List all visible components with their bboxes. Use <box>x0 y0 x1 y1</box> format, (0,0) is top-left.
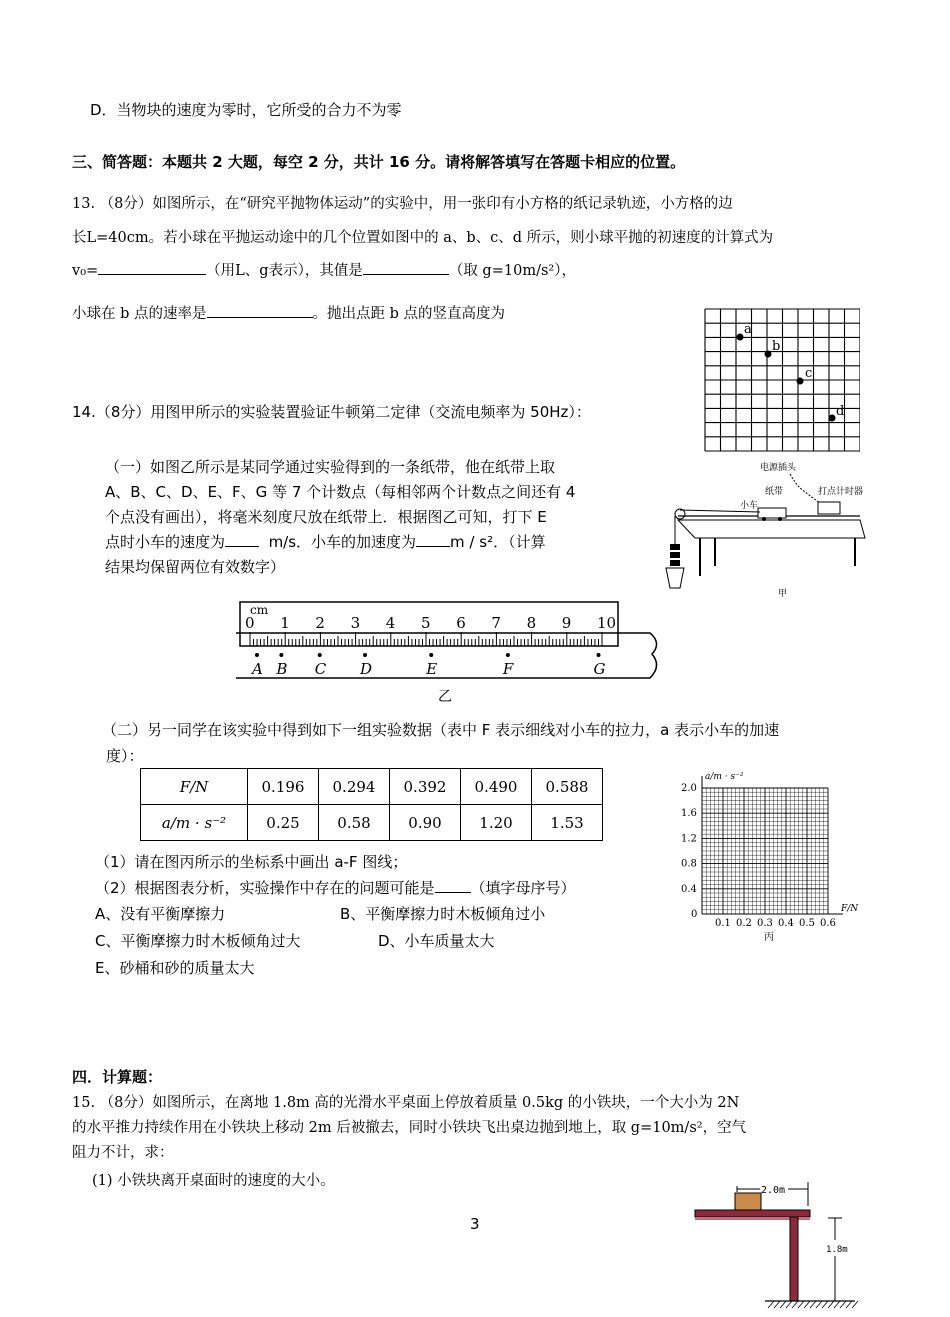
label-timer: 打点计时器 <box>818 487 864 497</box>
graph-x-tick: 0.3 <box>757 918 773 929</box>
q15-line3: 阻力不计，求： <box>72 1145 174 1161</box>
q13-blank-v0[interactable] <box>98 260 206 276</box>
q14-part1-line4-a: 点时小车的速度为 <box>105 533 226 551</box>
q14-sub2 <box>95 877 576 898</box>
caption-bing: 丙 <box>764 932 774 943</box>
table-cell: 1.53 <box>532 805 603 841</box>
point-c <box>797 378 804 385</box>
label-height: 1.8m <box>826 1245 848 1255</box>
data-table <box>140 768 603 841</box>
q13-blank-speed-b[interactable] <box>207 303 313 319</box>
graph-x-tick: 0.1 <box>715 918 731 929</box>
q13-line3 <box>72 259 576 280</box>
q14-sub2-a: （2）根据图表分析，实验操作中存在的问题可能是 <box>95 879 435 897</box>
q13-v0-label: v₀= <box>72 263 99 279</box>
option-c: C、平衡摩擦力时木板倾角过大 <box>95 932 301 950</box>
tape-point-label: F <box>502 660 514 678</box>
table-cell: 0.196 <box>248 769 319 805</box>
table-row-accel <box>141 805 603 841</box>
q14-part2-line1: （二）另一同学在该实验中得到如下一组实验数据（表中 F 表示细线对小车的拉力，a 表示小车的加速 <box>102 721 780 739</box>
table-cell: 0.490 <box>461 769 532 805</box>
point-a <box>737 334 744 341</box>
option-b: B、平衡摩擦力时木板倾角过小 <box>340 905 546 923</box>
caption-yi: 乙 <box>438 689 452 705</box>
graph-bing <box>675 768 865 948</box>
tape-point-label: D <box>359 660 373 678</box>
graph-x-tick: 0.2 <box>736 918 752 929</box>
point-d <box>829 415 836 422</box>
q13-line4-a: 小球在 b 点的速率是 <box>72 306 207 322</box>
table-row1-label: F/N <box>141 769 248 805</box>
tape-dot <box>279 653 283 657</box>
tape-point-label: A <box>251 660 263 678</box>
ruler-number: 6 <box>456 614 466 632</box>
q15-sub1: (1) 小铁块离开桌面时的速度的大小。 <box>92 1173 335 1189</box>
label-a: a <box>744 322 752 337</box>
option-e: E、砂桶和砂的质量太大 <box>95 959 255 977</box>
q14-part1-line4-b: m/s．小车的加速度为 <box>268 533 417 551</box>
q14-part2-line2: 度）： <box>106 747 144 765</box>
q14-part1-line5: 结果均保留两位有效数字） <box>105 558 286 576</box>
q15-table-figure <box>690 1178 860 1310</box>
option-d: D、小车质量太大 <box>378 932 495 950</box>
graph-x-label: F/N <box>841 904 859 914</box>
graph-x-tick: 0.4 <box>778 918 794 929</box>
q13-blank-value[interactable] <box>363 260 449 276</box>
label-c: c <box>805 366 813 381</box>
table-row2-label: a/m · s⁻² <box>141 805 248 841</box>
q13-line3-end: （取 g=10m/s²）， <box>448 263 576 279</box>
tape-point-label: E <box>426 660 438 678</box>
ruler-number: 1 <box>280 614 290 632</box>
table-cell: 1.20 <box>461 805 532 841</box>
caption-jia: 甲 <box>778 589 788 599</box>
q15-line2: 的水平推力持续作用在小铁块上移动 2m 后被撤去，同时小铁块飞出桌边抛到地上，取 g=10m/s²，空气 <box>72 1120 747 1136</box>
section4-title: 四．计算题： <box>72 1068 163 1086</box>
ruler-number: 10 <box>597 614 617 632</box>
label-d: d <box>836 404 845 419</box>
table-cell: 0.90 <box>390 805 461 841</box>
q14-sub1: （1）请在图丙所示的坐标系中画出 a-F 图线； <box>95 853 408 871</box>
table-cell: 0.588 <box>532 769 603 805</box>
section3-title: 三、简答题：本题共 2 大题，每空 2 分，共计 16 分。请将解答填写在答题卡相应的位置。 <box>72 153 686 171</box>
label-power-plug: 电源插头 <box>760 463 797 473</box>
tape-dot <box>429 653 433 657</box>
q13-line1: 13. （8分）如图所示，在“研究平抛物体运动”的实验中，用一张印有小方格的纸记录轨迹，小方格的边 <box>72 196 733 212</box>
q13-line3-mid: （用L、g表示），其值是 <box>206 263 363 279</box>
graph-y-tick: 2.0 <box>681 783 697 794</box>
q14-blank-accel[interactable] <box>416 531 450 547</box>
tape-dot <box>596 653 600 657</box>
q14-blank-choice[interactable] <box>435 877 471 893</box>
q15-line1: 15. （8分）如图所示，在离地 1.8m 高的光滑水平桌面上停放着质量 0.5kg 的小铁块，一个大小为 2N <box>72 1095 740 1111</box>
q14-intro: 14.（8分）用图甲所示的实验装置验证牛顿第二定律（交流电频率为 50Hz）： <box>72 403 591 421</box>
label-width: 2.0m <box>761 1185 786 1196</box>
ruler-figure <box>230 598 675 706</box>
iron-block <box>735 1193 761 1210</box>
option-a: A、没有平衡摩擦力 <box>95 905 226 923</box>
tape-point-label: B <box>276 660 288 678</box>
point-b <box>765 351 772 358</box>
tape-dot <box>318 653 322 657</box>
tape-dot <box>363 653 367 657</box>
q14-sub2-b: （填字母序号） <box>470 879 576 897</box>
q14-part1-line4-c: m / s²．（计算 <box>450 533 546 551</box>
q13-line4 <box>72 302 505 323</box>
q14-blank-ve[interactable] <box>225 531 259 547</box>
graph-y-label: a/m · s⁻² <box>705 772 744 782</box>
page-number: 3 <box>470 1215 480 1233</box>
graph-y-tick: 0 <box>691 909 698 920</box>
graph-x-tick: 0.6 <box>820 918 836 929</box>
label-cart: 小车 <box>740 501 759 511</box>
graph-y-tick: 0.8 <box>681 858 697 870</box>
q13-grid-figure <box>700 306 860 454</box>
tape-dot <box>255 653 259 657</box>
q13-line4-b: 。抛出点距 b 点的竖直高度为 <box>312 306 505 322</box>
ruler-number: 8 <box>526 614 537 632</box>
graph-y-tick: 0.4 <box>681 883 697 895</box>
tape-point-label: C <box>314 660 327 678</box>
q14-part1-line1: （一）如图乙所示是某同学通过实验得到的一条纸带，他在纸带上取 <box>105 458 556 476</box>
q14-part1-line3: 个点没有画出），将毫米刻度尺放在纸带上．根据图乙可知，打下 E <box>105 508 547 526</box>
ruler-number: 4 <box>385 614 396 632</box>
graph-y-tick: 1.2 <box>681 833 697 845</box>
ruler-number: 7 <box>491 614 501 632</box>
table-cell: 0.392 <box>390 769 461 805</box>
table-cell: 0.294 <box>319 769 390 805</box>
q12-option-d: D．当物块的速度为零时，它所受的合力不为零 <box>90 101 402 119</box>
q13-line2: 长L=40cm。若小球在平抛运动途中的几个位置如图中的 a、b、c、d 所示，则小球平抛的初速度的计算式为 <box>72 230 774 246</box>
tape-point-label: G <box>593 660 606 678</box>
table-cell: 0.25 <box>248 805 319 841</box>
graph-y-tick: 1.6 <box>681 808 697 820</box>
graph-x-tick: 0.5 <box>799 918 815 929</box>
ruler-number: 5 <box>421 614 431 632</box>
ruler-unit: cm <box>250 603 269 617</box>
table-cell: 0.58 <box>319 805 390 841</box>
ruler-number: 0 <box>245 614 255 632</box>
ruler-number: 2 <box>315 614 325 632</box>
label-paper-tape: 纸带 <box>765 487 784 497</box>
tape-dot <box>506 653 510 657</box>
ruler-number: 3 <box>350 614 361 632</box>
q14-part1-line4 <box>105 530 575 555</box>
q14-part1-line2: A、B、C、D、E、F、G 等 7 个计数点（每相邻两个计数点之间还有 4 <box>105 483 576 501</box>
ruler-number: 9 <box>561 614 572 632</box>
q14-part1 <box>105 455 575 580</box>
apparatus-figure <box>660 458 870 600</box>
table-row-force <box>141 769 603 805</box>
label-b: b <box>772 339 781 354</box>
